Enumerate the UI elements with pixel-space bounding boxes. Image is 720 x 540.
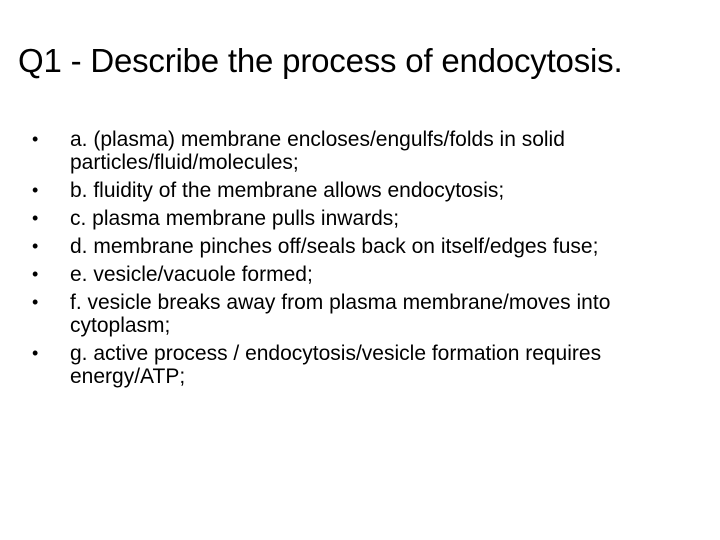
slide-title: Q1 - Describe the process of endocytosis. [18, 42, 623, 79]
bullet-item-a [28, 128, 678, 174]
bullet-item-f [28, 291, 678, 337]
bullet-text: b. fluidity of the membrane allows endocytosis; [70, 179, 505, 202]
bullet-text: e. vesicle/vacuole formed; [70, 263, 313, 286]
bullet-dot-icon: • [32, 129, 39, 149]
bullet-item-e [28, 263, 678, 286]
bullet-text: g. active process / endocytosis/vesicle formation requires energy/ATP; [70, 342, 602, 388]
bullet-item-b [28, 179, 678, 202]
bullet-text: c. plasma membrane pulls inwards; [70, 207, 400, 230]
bullet-dot-icon: • [32, 264, 39, 284]
bullet-dot-icon: • [32, 208, 39, 228]
bullet-dot-icon: • [32, 180, 39, 200]
bullet-text: f. vesicle breaks away from plasma membrane/moves into cytoplasm; [70, 291, 611, 337]
bullet-text: d. membrane pinches off/seals back on itself/edges fuse; [70, 235, 599, 258]
bullet-list [28, 128, 678, 393]
bullet-item-c [28, 207, 678, 230]
bullet-dot-icon: • [32, 292, 39, 312]
bullet-item-g [28, 342, 678, 388]
bullet-dot-icon: • [32, 236, 39, 256]
bullet-text: a. (plasma) membrane encloses/engulfs/folds in solid particles/fluid/molecules; [70, 128, 565, 174]
bullet-item-d [28, 235, 678, 258]
bullet-dot-icon: • [32, 343, 39, 363]
